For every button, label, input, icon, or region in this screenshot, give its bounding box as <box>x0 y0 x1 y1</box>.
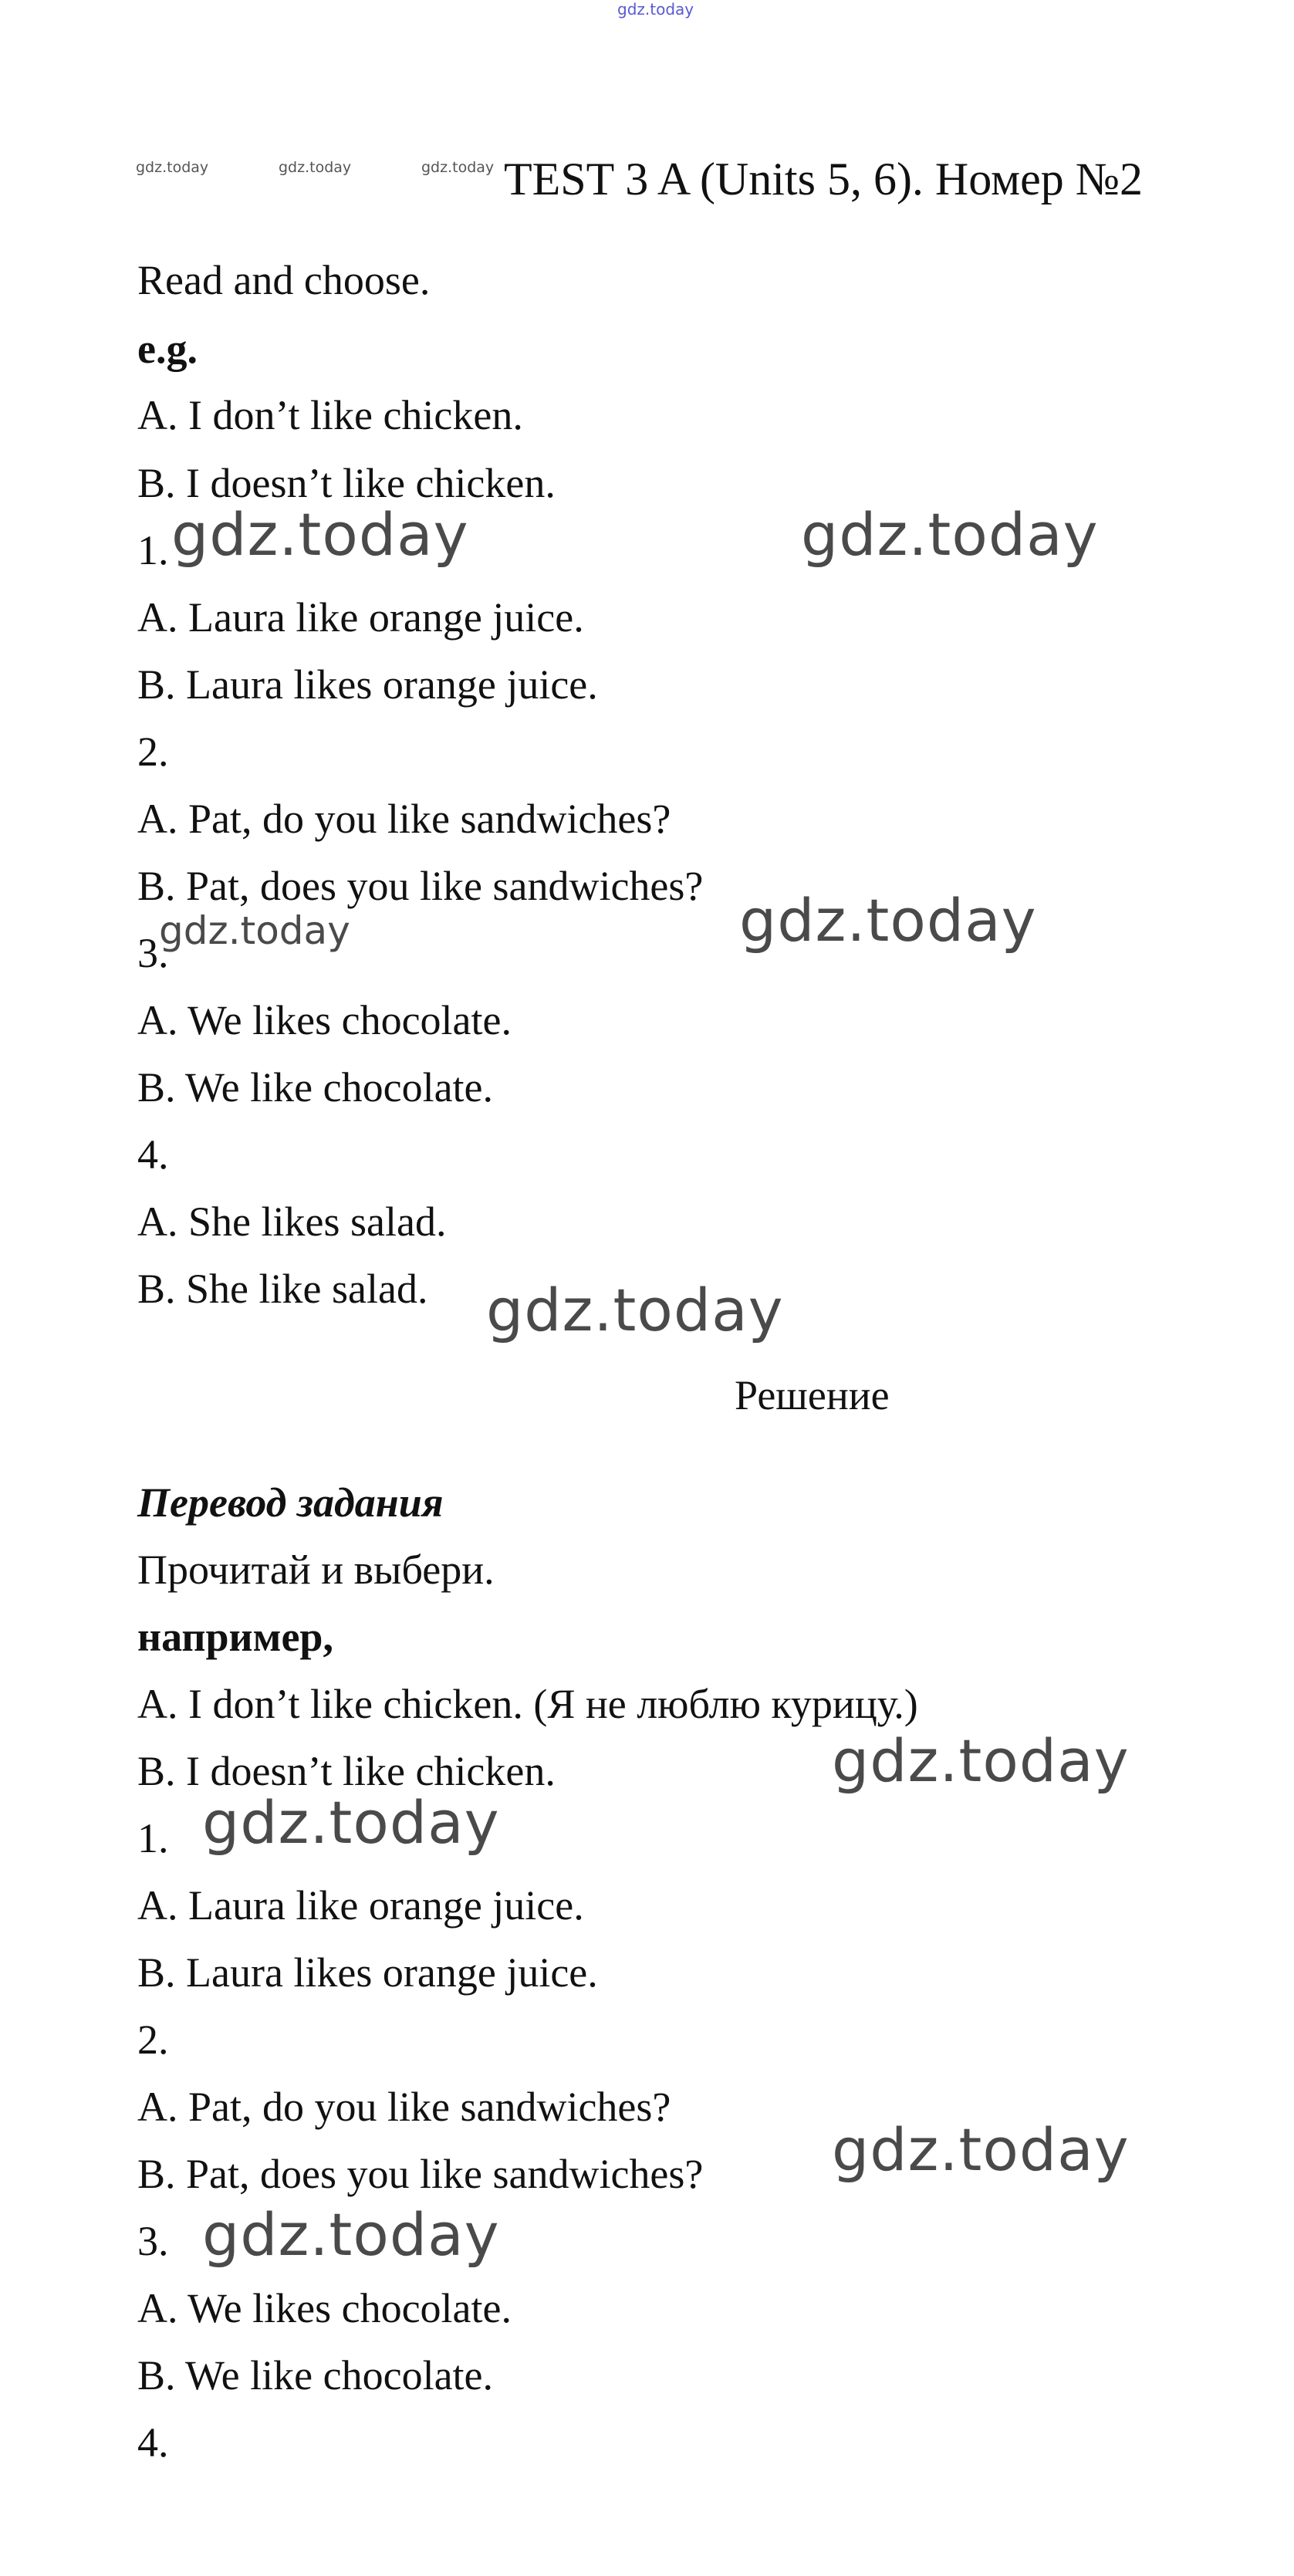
translation-item-3-option-b: B. We like chocolate. <box>137 2352 494 2399</box>
task-instruction: Read and choose. <box>137 257 431 303</box>
item-4-number: 4. <box>137 1131 169 1178</box>
translation-item-2-option-b: B. Pat, does you like sandwiches? <box>137 2151 704 2197</box>
item-1-option-a: A. Laura like orange juice. <box>137 594 584 641</box>
translation-item-1-option-b: B. Laura likes orange juice. <box>137 1949 598 1996</box>
watermark: gdz.today <box>801 500 1099 569</box>
watermark-header-3: gdz.today <box>421 159 495 176</box>
item-2-number: 2. <box>137 729 169 775</box>
translation-item-3-option-a: A. We likes chocolate. <box>137 2285 512 2331</box>
translation-item-4-number: 4. <box>137 2419 169 2466</box>
item-2-option-a: A. Pat, do you like sandwiches? <box>137 796 671 842</box>
watermark: gdz.today <box>832 2115 1130 2184</box>
item-4-option-b: B. She like salad. <box>137 1266 428 1312</box>
watermark: gdz.today <box>486 1276 784 1344</box>
example-label: e.g. <box>137 326 198 372</box>
translation-example-option-a: A. I don’t like chicken. (Я не люблю курицу.) <box>137 1681 918 1727</box>
translation-item-2-option-a: A. Pat, do you like sandwiches? <box>137 2084 671 2130</box>
watermark: gdz.today <box>202 2200 500 2269</box>
watermark: gdz.today <box>159 908 350 953</box>
translation-example-label: например, <box>137 1614 333 1660</box>
translation-example-option-b: B. I doesn’t like chicken. <box>137 1748 556 1794</box>
page-title: TEST 3 A (Units 5, 6). Номер №2 <box>504 154 1143 205</box>
item-2-option-b: B. Pat, does you like sandwiches? <box>137 863 704 909</box>
translation-item-3-number: 3. <box>137 2218 169 2264</box>
item-3-number: 3. <box>137 930 169 976</box>
item-4-option-a: A. She likes salad. <box>137 1198 447 1245</box>
item-1-option-b: B. Laura likes orange juice. <box>137 661 598 708</box>
item-3-option-b: B. We like chocolate. <box>137 1064 494 1111</box>
watermark: gdz.today <box>832 1726 1130 1795</box>
watermark-header-2: gdz.today <box>279 159 352 176</box>
watermark: gdz.today <box>202 1788 500 1857</box>
solution-label: Решение <box>735 1372 890 1418</box>
translation-item-2-number: 2. <box>137 2017 169 2063</box>
watermark-top: gdz.today <box>617 0 694 19</box>
translation-instruction: Прочитай и выбери. <box>137 1547 495 1593</box>
watermark: gdz.today <box>171 500 469 569</box>
translation-heading: Перевод задания <box>137 1479 444 1526</box>
watermark: gdz.today <box>739 886 1037 955</box>
translation-item-1-number: 1. <box>137 1815 169 1861</box>
example-option-a: A. I don’t like chicken. <box>137 392 523 438</box>
item-1-number: 1. <box>137 527 169 573</box>
watermark-header-1: gdz.today <box>136 159 209 176</box>
item-3-option-a: A. We likes chocolate. <box>137 997 512 1043</box>
translation-item-1-option-a: A. Laura like orange juice. <box>137 1882 584 1929</box>
example-option-b: B. I doesn’t like chicken. <box>137 460 556 506</box>
